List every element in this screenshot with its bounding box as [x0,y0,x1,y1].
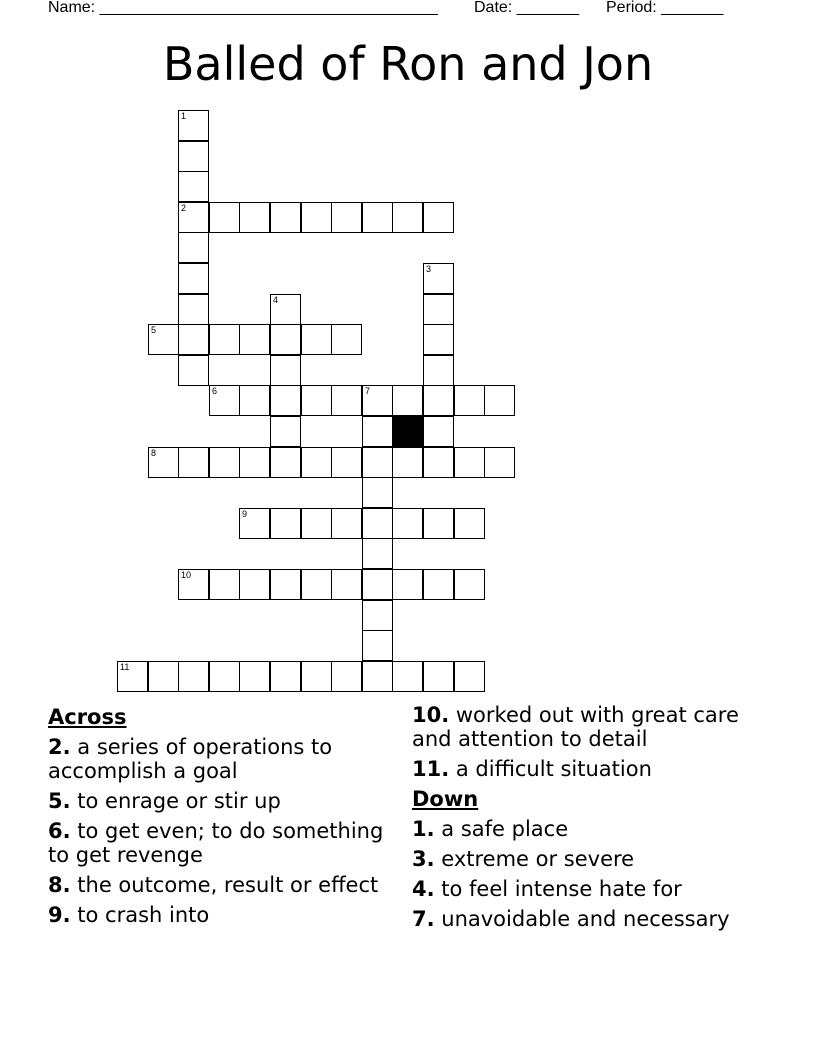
across-clue-2 [48,735,388,783]
down-clue-3 [412,847,772,871]
crossword-cell[interactable] [331,385,362,416]
clue-text: to feel intense hate for [434,877,682,901]
crossword-cell[interactable] [484,447,515,478]
crossword-cell[interactable] [117,661,148,692]
crossword-cell[interactable] [423,202,454,233]
clue-text: the outcome, result or effect [70,873,379,897]
clue-text: a difficult situation [449,757,652,781]
crossword-cell[interactable] [331,569,362,600]
cell-number: 3 [426,264,432,274]
crossword-cell[interactable] [178,171,209,202]
cell-number: 7 [365,386,371,396]
crossword-cell[interactable] [148,661,179,692]
crossword-cell[interactable] [239,508,270,539]
across-clue-10 [412,703,772,751]
clue-number: 2. [48,735,71,759]
clue-number: 6. [48,819,71,843]
crossword-cell[interactable] [362,508,393,539]
clue-text: unavoidable and necessary [434,907,730,931]
crossword-cell[interactable] [423,263,454,294]
crossword-cell[interactable] [392,569,423,600]
crossword-cell[interactable] [148,324,179,355]
crossword-cell[interactable] [178,569,209,600]
crossword-cell[interactable] [331,324,362,355]
crossword-cell[interactable] [362,477,393,508]
crossword-cell[interactable] [270,294,301,325]
across-heading: Across [48,705,127,729]
crossword-cell[interactable] [392,661,423,692]
crossword-cell[interactable] [362,447,393,478]
crossword-cell[interactable] [362,538,393,569]
crossword-cell[interactable] [454,569,485,600]
crossword-cell[interactable] [454,508,485,539]
period-field-label: Period: _______ [606,0,724,16]
crossword-cell[interactable] [209,385,240,416]
crossword-cell[interactable] [270,661,301,692]
crossword-cell[interactable] [362,630,393,661]
crossword-cell[interactable] [362,385,393,416]
crossword-cell[interactable] [454,661,485,692]
crossword-cell[interactable] [301,661,332,692]
puzzle-title: Balled of Ron and Jon [162,37,654,91]
crossword-cell[interactable] [239,447,270,478]
crossword-cell[interactable] [270,324,301,355]
clue-number: 7. [412,907,435,931]
crossword-cell[interactable] [362,202,393,233]
crossword-cell[interactable] [270,447,301,478]
crossword-cell[interactable] [178,661,209,692]
crossword-cell[interactable] [423,416,454,447]
crossword-cell[interactable] [423,385,454,416]
crossword-cell[interactable] [270,385,301,416]
crossword-cell[interactable] [270,355,301,386]
clue-number: 3. [412,847,435,871]
crossword-cell[interactable] [178,324,209,355]
crossword-cell[interactable] [178,141,209,172]
clue-text: to crash into [70,903,210,927]
crossword-cell[interactable] [484,385,515,416]
clue-number: 1. [412,817,435,841]
clues-right-column [412,703,772,937]
crossword-cell[interactable] [209,569,240,600]
crossword-cell[interactable] [270,508,301,539]
crossword-cell[interactable] [392,385,423,416]
crossword-cell[interactable] [331,447,362,478]
clue-text: a safe place [434,817,569,841]
across-clue-6 [48,819,388,867]
crossword-cell[interactable] [362,600,393,631]
crossword-cell[interactable] [209,661,240,692]
crossword-cell[interactable] [392,447,423,478]
crossword-cell[interactable] [331,661,362,692]
cell-number: 6 [212,386,218,396]
cell-number: 10 [181,570,192,580]
down-heading: Down [412,787,479,811]
crossword-cell[interactable] [178,447,209,478]
across-clue-8 [48,873,388,897]
date-field-label: Date: _______ [474,0,579,16]
across-clue-11 [412,757,772,781]
clue-number: 4. [412,877,435,901]
crossword-cell[interactable] [209,324,240,355]
header-line [0,0,816,22]
crossword-cell[interactable] [209,447,240,478]
cell-number: 2 [181,203,187,213]
crossword-cell[interactable] [270,202,301,233]
crossword-cell[interactable] [301,447,332,478]
crossword-cell[interactable] [178,355,209,386]
crossword-cell[interactable] [423,447,454,478]
crossword-cell[interactable] [239,202,270,233]
cell-number: 5 [151,325,157,335]
down-clue-1 [412,817,772,841]
crossword-cell[interactable] [301,324,332,355]
across-clue-9 [48,903,388,927]
crossword-cell[interactable] [392,508,423,539]
clue-text: to get even; to do something to get revenge [48,819,384,867]
crossword-cell[interactable] [239,385,270,416]
crossword-cell[interactable] [392,202,423,233]
clues-left-column [48,703,388,933]
clue-number: 10. [412,703,450,727]
crossword-cell[interactable] [423,355,454,386]
crossword-cell[interactable] [239,569,270,600]
crossword-cell[interactable] [178,110,209,141]
crossword-cell[interactable] [362,661,393,692]
cell-number: 9 [242,509,248,519]
clue-text: a series of operations to accomplish a goal [48,735,333,783]
clue-number: 8. [48,873,71,897]
crossword-cell[interactable] [178,294,209,325]
crossword-cell[interactable] [423,324,454,355]
crossword-cell[interactable] [301,202,332,233]
down-clue-4 [412,877,772,901]
crossword-cell[interactable] [178,263,209,294]
crossword-cell[interactable] [301,508,332,539]
clue-number: 11. [412,757,450,781]
down-clue-7 [412,907,772,931]
crossword-cell[interactable] [178,202,209,233]
name-field-label: Name: ______________________________________ [48,0,438,16]
crossword-cell[interactable] [270,569,301,600]
crossword-cell[interactable] [362,416,393,447]
cell-number: 8 [151,448,157,458]
clue-number: 5. [48,789,71,813]
crossword-cell[interactable] [301,385,332,416]
cell-number: 11 [120,662,130,672]
crossword-cell[interactable] [454,447,485,478]
crossword-cell[interactable] [423,661,454,692]
crossword-cell[interactable] [239,324,270,355]
clue-number: 9. [48,903,71,927]
cell-number: 4 [273,295,279,305]
crossword-block [392,416,423,447]
crossword-cell[interactable] [239,661,270,692]
crossword-cell[interactable] [270,416,301,447]
across-clue-5 [48,789,388,813]
crossword-cell[interactable] [423,569,454,600]
crossword-cell[interactable] [148,447,179,478]
crossword-cell[interactable] [362,569,393,600]
crossword-cell[interactable] [454,385,485,416]
cell-number: 1 [181,111,187,121]
crossword-cell[interactable] [331,202,362,233]
crossword-cell[interactable] [423,294,454,325]
clue-text: extreme or severe [434,847,635,871]
crossword-cell[interactable] [178,232,209,263]
clue-text: worked out with great care and attention to detail [412,703,739,751]
crossword-cell[interactable] [423,508,454,539]
crossword-cell[interactable] [301,569,332,600]
crossword-cell[interactable] [331,508,362,539]
crossword-cell[interactable] [209,202,240,233]
clue-text: to enrage or stir up [70,789,281,813]
